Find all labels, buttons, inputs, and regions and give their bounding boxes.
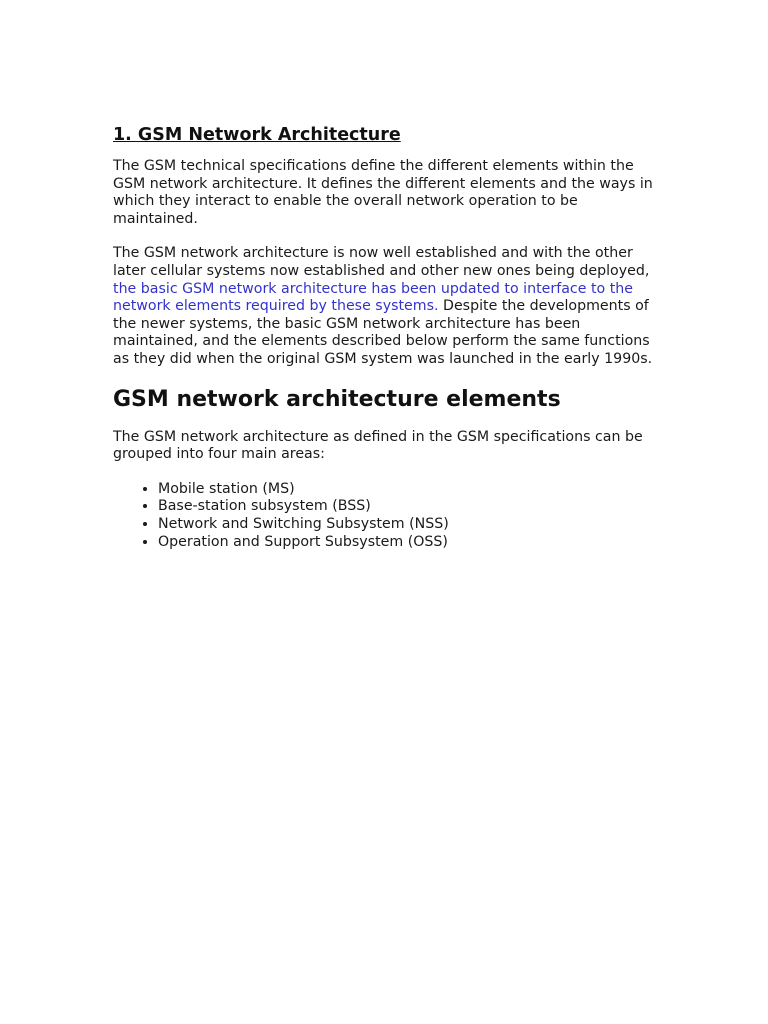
paragraph-text-after-link: Despite the developments of the newer systems, the basic GSM network architecture has been maintained, and the elements described below perform the same functions as they did when the original GSM system was launched in the early 1990s. xyxy=(113,298,653,367)
list-item-mobile-station: • Mobile station (MS) xyxy=(158,481,658,499)
list-item-network-switching-subsystem: • Network and Switching Subsystem (NSS) xyxy=(158,516,658,534)
section-heading-architecture-elements: GSM network architecture elements xyxy=(113,386,561,412)
list-item-base-station-subsystem: • Base-station subsystem (BSS) xyxy=(158,498,658,516)
paragraph-architecture-established xyxy=(113,245,658,368)
paragraph-specifications: The GSM technical specifications define the different elements within the GSM network architecture. It defines the different elements and the ways in which they interact to enable the overall network operation to be maintained. xyxy=(113,158,653,227)
document-page xyxy=(113,124,658,551)
list-item-operation-support-subsystem: • Operation and Support Subsystem (OSS) xyxy=(158,534,658,552)
section-heading-gsm-network-architecture: 1. GSM Network Architecture xyxy=(113,125,401,145)
main-areas-list xyxy=(113,481,658,551)
architecture-update-link[interactable]: the basic GSM network architecture has been updated to interface to the network elements required by these systems. xyxy=(113,280,633,315)
paragraph-four-main-areas: The GSM network architecture as defined in the GSM specifications can be grouped into four main areas: xyxy=(113,428,643,463)
paragraph-text-before-link: The GSM network architecture is now well established and with the other later cellular systems now established and other new ones being deployed, xyxy=(113,245,650,279)
